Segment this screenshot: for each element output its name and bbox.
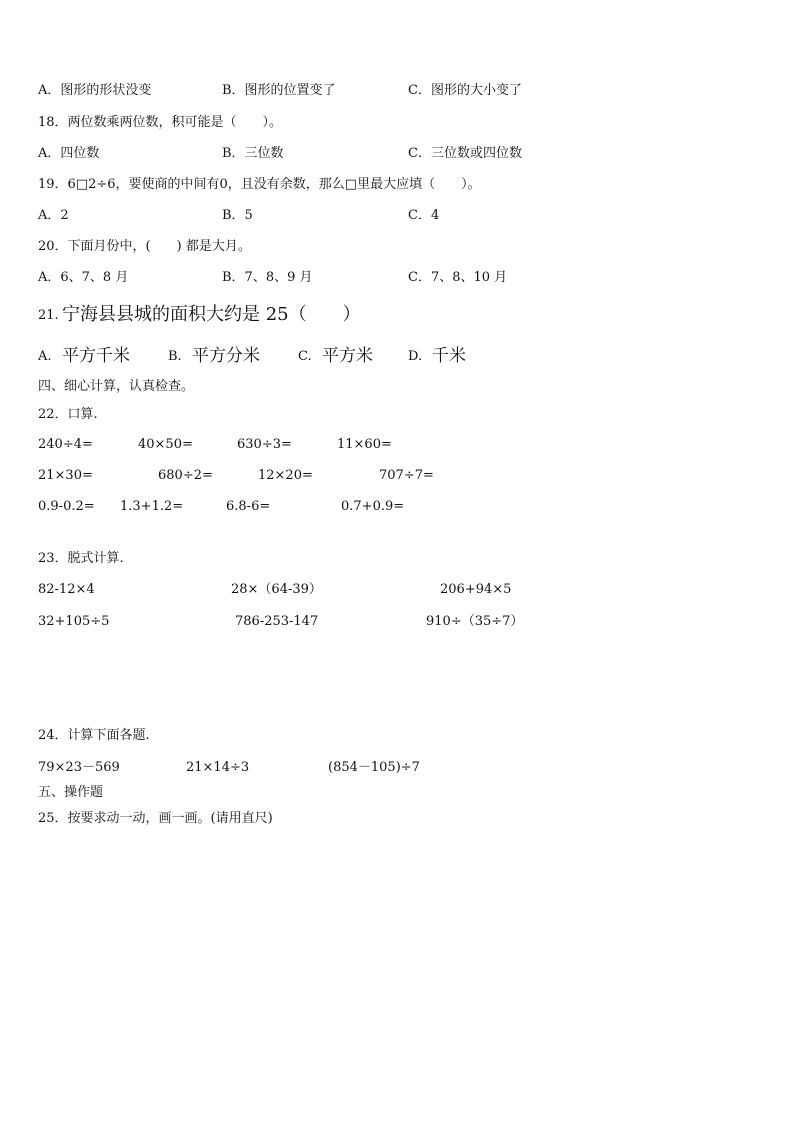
- q21-option-d-letter: D.: [408, 349, 423, 364]
- q18-stem: 18．两位数乘两位数，积可能是（ ）。: [38, 115, 283, 130]
- q25-stem: 25．按要求动一动，画一画。(请用直尺): [38, 811, 273, 826]
- q24-item: 79×23－569: [38, 760, 120, 775]
- q22-item: 1.3+1.2=: [120, 499, 184, 514]
- q21-option-b-letter: B.: [168, 349, 182, 364]
- q22-item: 680÷2=: [158, 468, 213, 483]
- q18-option-b: B．三位数: [222, 146, 284, 161]
- q17-option-a: A．图形的形状没变: [38, 83, 152, 98]
- q18-option-c: C．三位数或四位数: [408, 146, 522, 161]
- q23-item: 82-12×4: [38, 582, 95, 597]
- q22-item: 6.8-6=: [226, 499, 271, 514]
- q23-item: 910÷（35÷7）: [426, 614, 524, 629]
- q20-option-a: A．6、7、8 月: [38, 270, 129, 285]
- q20-stem: 20．下面月份中，( ) 都是大月。: [38, 239, 251, 254]
- q22-stem: 22．口算.: [38, 407, 98, 422]
- q21-option-c-text: 平方米: [322, 346, 373, 366]
- q17-option-b: B．图形的位置变了: [222, 83, 336, 98]
- q22-item: 11×60=: [337, 437, 392, 452]
- section5-title: 五、操作题: [38, 785, 104, 800]
- q20-option-c: C．7、8、10 月: [408, 270, 508, 285]
- q22-item: 707÷7=: [379, 468, 434, 483]
- q19-option-a: A．2: [38, 208, 69, 223]
- q23-item: 206+94×5: [440, 582, 512, 597]
- q21-option-b-text: 平方分米: [192, 346, 260, 366]
- q23-item: 786-253-147: [235, 614, 319, 629]
- q21-option-c-letter: C.: [298, 349, 312, 364]
- q22-item: 630÷3=: [237, 437, 292, 452]
- q17-option-c: C．图形的大小变了: [408, 83, 522, 98]
- q18-option-a: A．四位数: [38, 146, 100, 161]
- q24-item: (854－105)÷7: [328, 760, 420, 775]
- q23-item: 28×（64-39）: [231, 582, 322, 597]
- q21-option-a-letter: A.: [38, 349, 52, 364]
- q22-item: 40×50=: [138, 437, 193, 452]
- q21-option-d-text: 千米: [432, 346, 466, 366]
- q22-item: 0.7+0.9=: [341, 499, 405, 514]
- q22-item: 12×20=: [258, 468, 313, 483]
- q22-item: 21×30=: [38, 468, 93, 483]
- q24-stem: 24．计算下面各题.: [38, 728, 150, 743]
- q24-item: 21×14÷3: [186, 760, 250, 775]
- q19-option-b: B．5: [222, 208, 253, 223]
- q19-option-c: C．4: [408, 208, 440, 223]
- q23-stem: 23．脱式计算.: [38, 551, 124, 566]
- q23-item: 32+105÷5: [38, 614, 110, 629]
- q21-option-a-text: 平方千米: [62, 346, 130, 366]
- q22-item: 240÷4=: [38, 437, 93, 452]
- q22-item: 0.9-0.2=: [38, 499, 95, 514]
- q20-option-b: B．7、8、9 月: [222, 270, 313, 285]
- q21-number: 21.: [38, 308, 59, 323]
- q21-stem: 宁海县县城的面积大约是 25（ ）: [62, 304, 361, 325]
- section4-title: 四、细心计算，认真检查。: [38, 379, 195, 394]
- q19-stem: 19．6□2÷6，要使商的中间有0，且没有余数，那么□里最大应填（ ）。: [38, 177, 481, 192]
